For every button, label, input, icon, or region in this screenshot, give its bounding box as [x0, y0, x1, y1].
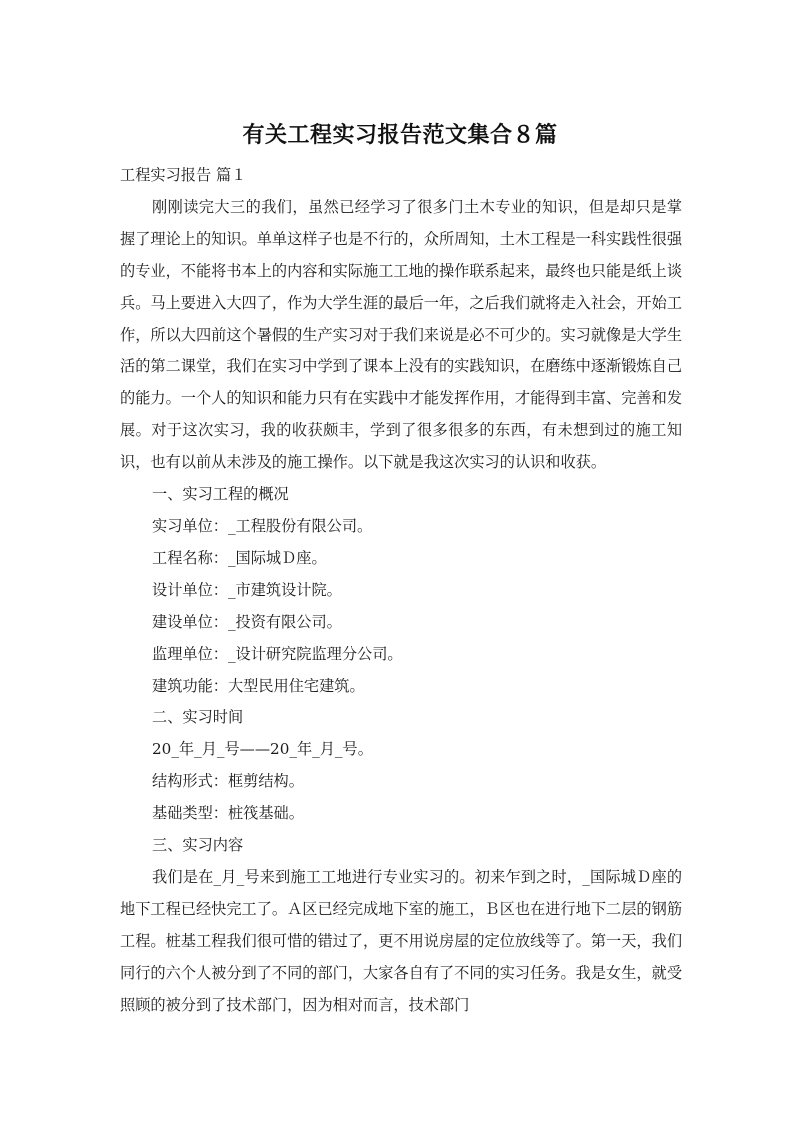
info-design-unit: 设计单位：_市建筑设计院。: [152, 580, 342, 599]
info-project-name: 工程名称：_国际城Ｄ座。: [152, 548, 327, 567]
intro-paragraph: 刚刚读完大三的我们，虽然已经学习了很多门土木专业的知识，但是却只是掌握了理论上的知识。单单这样子也是不行的，众所周知，土木工程是一科实践性很强的专业，不能将书本上的内容和实际施工工地的操作联系起来，最终也只能是纸上谈兵。马上要进入大四了，作为大学生涯的最后一年，之后我们就将走入社会，开始工作，所以大四前这个暑假的生产实习对于我们来说是必不可少的。实习就像是大学生活的第二课堂，我们在实习中学到了课本上没有的实践知识，在磨练中逐渐锻炼自己的能力。一个人的知识和能力只有在实践中才能发挥作用，才能得到丰富、完善和发展。对于这次实习，我的收获颇丰，学到了很多很多的东西，有未想到过的施工知识，也有以前从未涉及的施工操作。以下就是我这次实习的认识和收获。: [120, 197, 682, 472]
info-construction-unit: 建设单位：_投资有限公司。: [152, 612, 342, 631]
info-date-range: 20_年_月_号——20_年_月_号。: [152, 740, 373, 759]
document-title: 有关工程实习报告范文集合８篇: [242, 123, 558, 148]
document-body: [120, 160, 682, 1021]
info-foundation-type: 基础类型：桩筏基础。: [152, 804, 304, 823]
subheading-internship-content: 三、实习内容: [152, 836, 244, 855]
info-building-function: 建筑功能：大型民用住宅建筑。: [152, 676, 365, 695]
content-paragraph: 我们是在_月_号来到施工工地进行专业实习的。初来乍到之时，_国际城Ｄ座的地下工程已经快完工了。Ａ区已经完成地下室的施工，Ｂ区也在进行地下二层的钢筋工程。桩基工程我们很可惜的错过了，更不用说房屋的定位放线等了。第一天，我们同行的六个人被分到了不同的部门，大家各自有了不同的实习任务。我是女生，就受照顾的被分到了技术部门，因为相对而言，技术部门: [120, 867, 682, 1014]
info-structure-form: 结构形式：框剪结构。: [152, 772, 304, 791]
info-supervision-unit: 监理单位：_设计研究院监理分公司。: [152, 644, 403, 663]
subheading-internship-time: 二、实习时间: [152, 708, 244, 727]
subheading-project-overview: 一、实习工程的概况: [152, 485, 289, 504]
info-internship-unit: 实习单位：_工程股份有限公司。: [152, 516, 373, 535]
section-heading: 工程实习报告 篇１: [120, 166, 247, 184]
